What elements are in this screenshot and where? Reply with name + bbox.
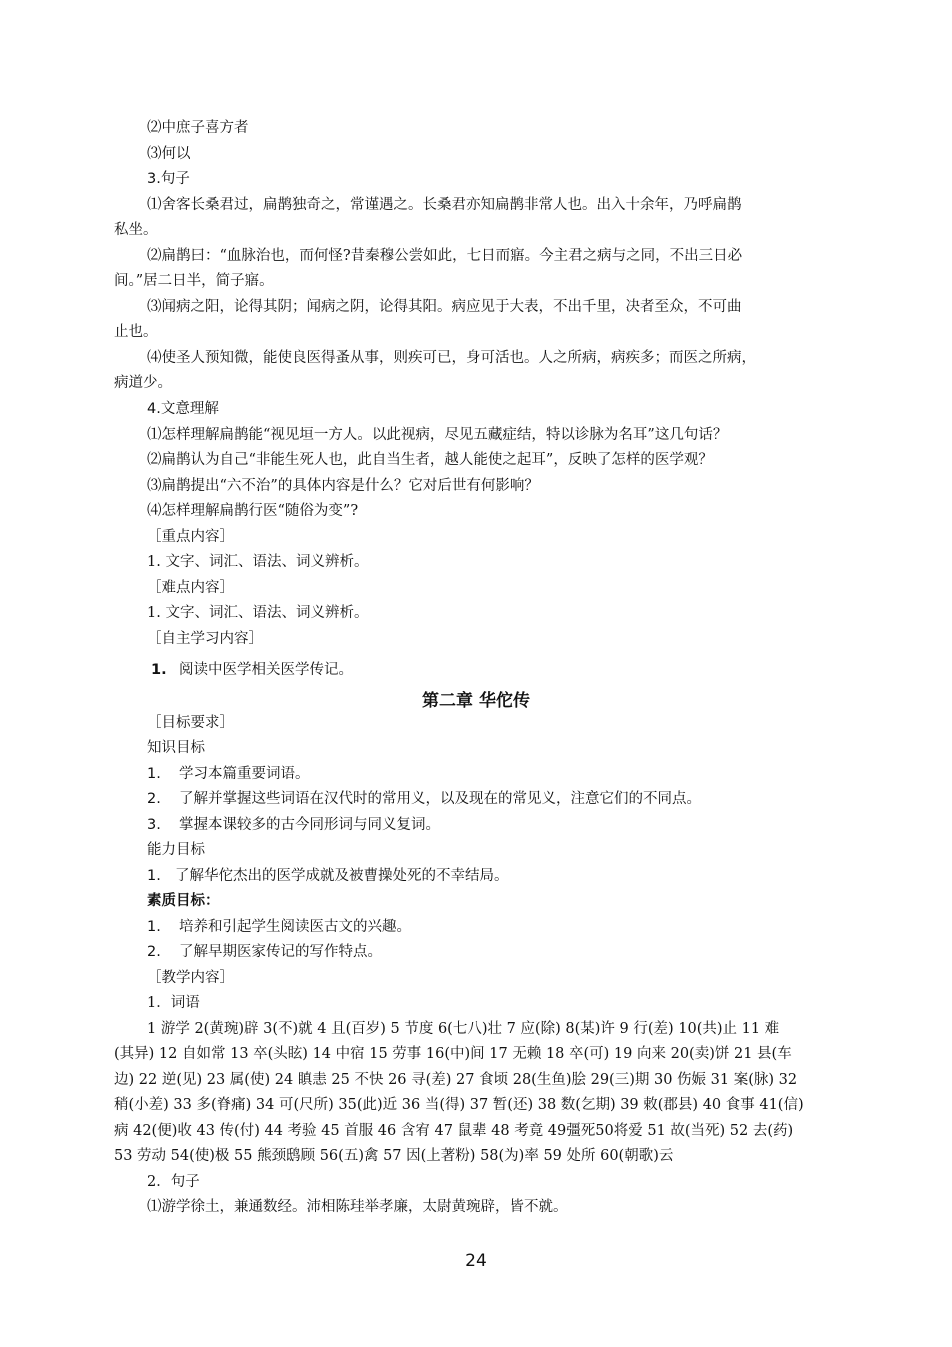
vocab-line: 边) 22 逆(见) 23 属(使) 24 瞋恚 25 不快 26 寻(差) 27 食顷 28(生鱼)脍 29(三)期 30 伤娠 31 案(脉) 32 <box>114 1072 798 1088</box>
paragraph-line: 间。”居二日半，简子寤。 <box>114 273 274 289</box>
paragraph-line: 病道少。 <box>114 375 172 391</box>
list-number: 1. <box>151 662 167 678</box>
vocab-line: 稍(小差) 33 多(脊痛) 34 可(尺所) 35(此)近 36 当(得) 37 暂(还) 38 数(乞期) 39 敕(郡县) 40 食事 41(信) <box>114 1097 804 1113</box>
bracket-heading: ［目标要求］ <box>147 715 234 731</box>
bracket-heading: ［自主学习内容］ <box>147 631 263 647</box>
vocab-line: (其异) 12 自如常 13 卒(头眩) 14 中宿 15 劳事 16(中)间 17 无赖 18 卒(可) 19 向来 20(卖)饼 21 县(车 <box>114 1046 792 1062</box>
paragraph-line: 止也。 <box>114 324 158 340</box>
list-item: ⑶何以 <box>147 146 191 162</box>
section-heading: 1．词语 <box>147 995 200 1011</box>
list-text: 了解并掌握这些词语在汉代时的常用义，以及现在的常见义，注意它们的不同点。 <box>179 791 701 807</box>
paragraph-line: ⑴舍客长桑君过，扁鹊独奇之，常谨遇之。长桑君亦知扁鹊非常人也。出入十余年，乃呼扁鹊 <box>147 197 742 213</box>
paragraph-line: ⑷使圣人预知微，能使良医得蚤从事，则疾可已，身可活也。人之所病，病疾多；而医之所病， <box>147 350 756 366</box>
subheading: 知识目标 <box>147 740 205 756</box>
section-heading: 4.文意理解 <box>147 401 219 417</box>
list-text: 培养和引起学生阅读医古文的兴趣。 <box>179 919 411 935</box>
list-number: 2. <box>147 944 161 960</box>
paragraph-line: ⑶闻病之阳，论得其阴；闻病之阴，论得其阳。病应见于大表，不出千里，决者至众，不可曲 <box>147 299 742 315</box>
paragraph-line: ⑴游学徐土，兼通数经。沛相陈珪举孝廉，太尉黄琬辟，皆不就。 <box>147 1199 568 1215</box>
vocab-line: 53 劳动 54(使)极 55 熊颈鸱顾 56(五)禽 57 因(上著粉) 58(为)率 59 处所 60(朝歌)云 <box>114 1148 674 1164</box>
question-item: ⑶扁鹊提出“六不治”的具体内容是什么？它对后世有何影响？ <box>147 478 539 494</box>
bracket-heading: ［教学内容］ <box>147 970 234 986</box>
list-item: 1. 文字、词汇、语法、词义辨析。 <box>147 605 369 621</box>
list-item <box>147 789 701 809</box>
list-item <box>147 917 411 937</box>
list-number: 1. <box>147 919 161 935</box>
list-number: 2. <box>147 791 161 807</box>
list-item <box>151 660 353 680</box>
list-item <box>147 764 310 784</box>
question-item: ⑴怎样理解扁鹊能“视见垣一方人。以此视病，尽见五藏症结，特以诊脉为名耳”这几句话？ <box>147 427 728 443</box>
list-text: 了解早期医家传记的写作特点。 <box>179 944 382 960</box>
page-number: 24 <box>465 1251 487 1271</box>
bracket-heading: ［难点内容］ <box>147 580 234 596</box>
paragraph-line: ⑵扁鹊曰：“血脉治也，而何怪?昔秦穆公尝如此，七日而寤。今主君之病与之同，不出三日必 <box>147 248 743 264</box>
subheading: 素质目标： <box>147 892 220 909</box>
list-text: 了解华佗杰出的医学成就及被曹操处死的不幸结局。 <box>175 868 509 884</box>
subheading: 能力目标 <box>147 842 205 858</box>
list-number: 3. <box>147 817 161 833</box>
list-number: 1. <box>147 766 161 782</box>
section-heading: 2．句子 <box>147 1174 200 1190</box>
bracket-heading: ［重点内容］ <box>147 529 234 545</box>
section-heading: 3.句子 <box>147 171 190 187</box>
vocab-line: 1 游学 2(黄琬)辟 3(不)就 4 且(百岁) 5 节度 6(七八)壮 7 应(除) 8(某)许 9 行(差) 10(共)止 11 难 <box>147 1021 780 1037</box>
list-item: 1. 文字、词汇、语法、词义辨析。 <box>147 554 369 570</box>
list-text: 阅读中医学相关医学传记。 <box>179 662 353 678</box>
list-number: 1. <box>147 868 161 884</box>
vocab-line: 病 42(便)收 43 传(付) 44 考验 45 首服 46 含宥 47 鼠辈 48 考竟 49彊死50将爱 51 故(当死) 52 去(药) <box>114 1123 794 1139</box>
list-item: ⑵中庶子喜方者 <box>147 120 249 136</box>
paragraph-line: 私坐。 <box>114 222 158 238</box>
list-item <box>147 866 509 886</box>
question-item: ⑵扁鹊认为自己“非能生死人也，此自当生者，越人能使之起耳”，反映了怎样的医学观？ <box>147 452 713 468</box>
list-item <box>147 942 382 962</box>
chapter-title: 第二章 华佗传 <box>422 691 530 711</box>
list-item <box>147 815 440 835</box>
list-text: 学习本篇重要词语。 <box>179 766 310 782</box>
list-text: 掌握本课较多的古今同形词与同义复词。 <box>179 817 440 833</box>
question-item: ⑷怎样理解扁鹊行医“随俗为变”? <box>147 503 359 519</box>
